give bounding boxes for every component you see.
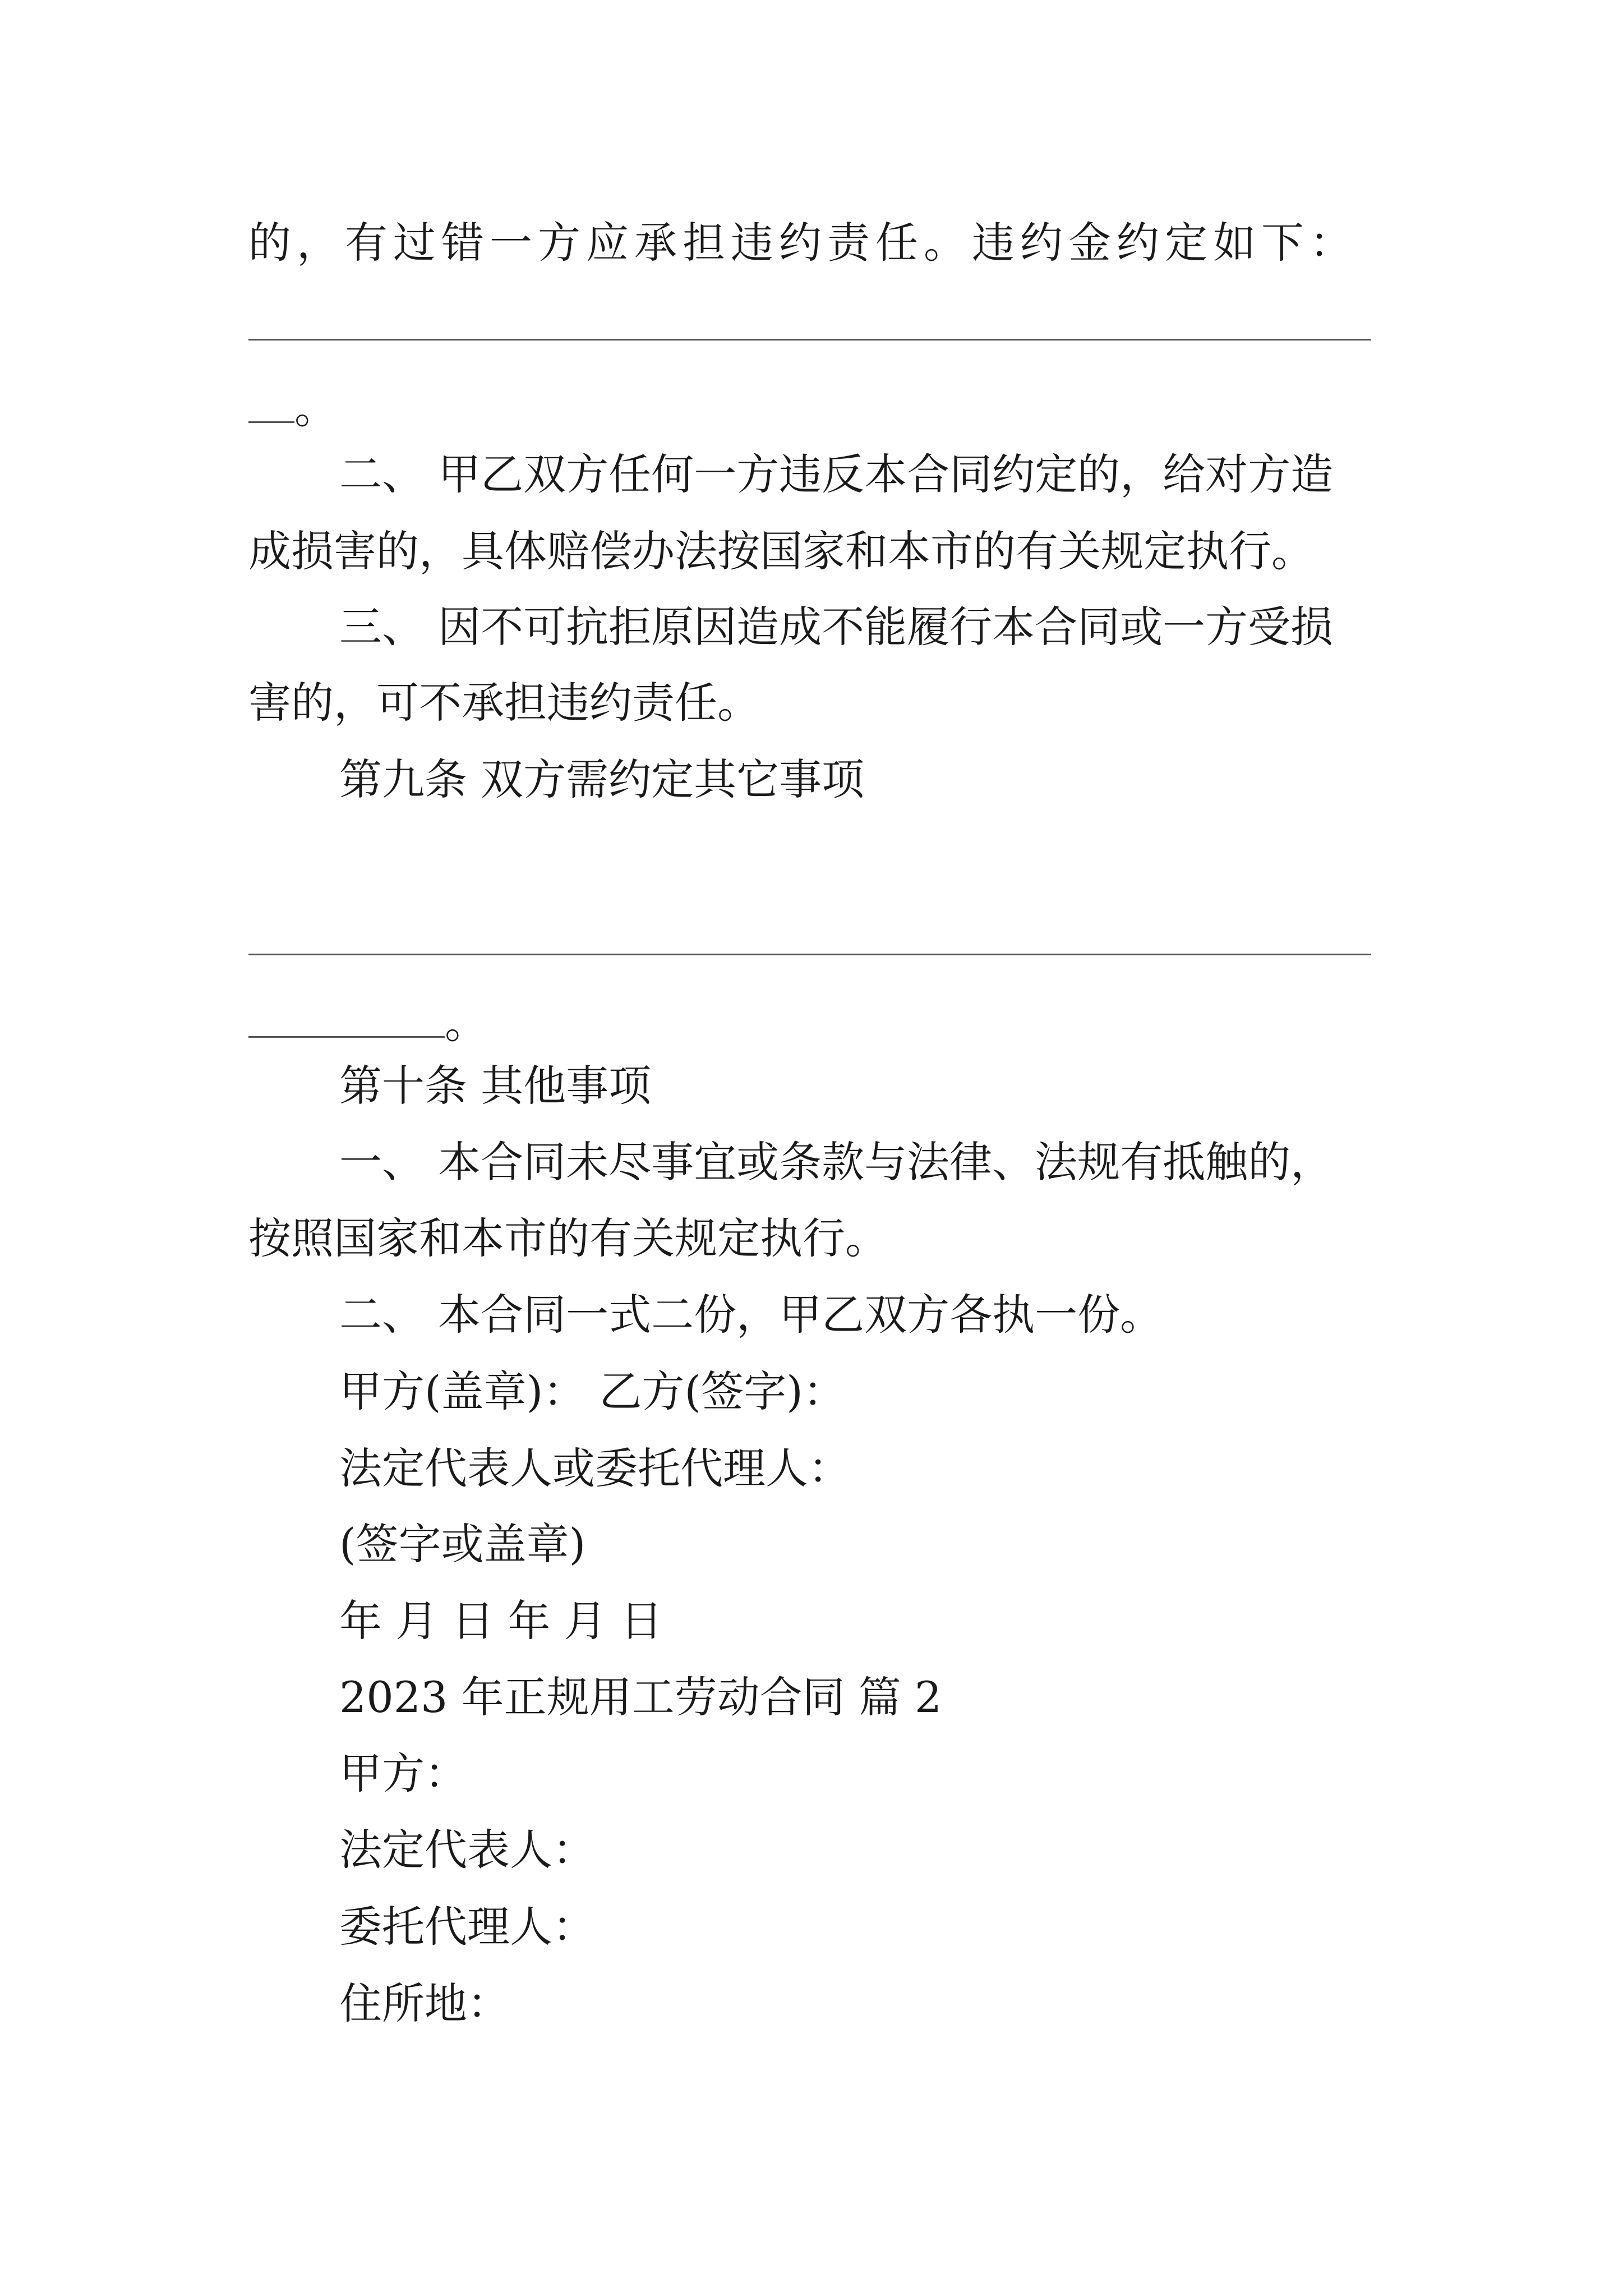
contract-title: 2023 年正规用工劳动合同 篇 2	[339, 1672, 942, 1722]
party-field: 委托代理人：	[339, 1902, 595, 1952]
party-field: 住所地：	[339, 1978, 510, 2028]
paragraph-line: 害的，可不承担违约责任。	[248, 678, 760, 728]
fill-in-blank-line	[248, 954, 1371, 955]
paragraph-line: 。	[445, 998, 487, 1048]
signature-line: (签字或盖章)	[339, 1519, 586, 1569]
section-heading: 第十条 其他事项	[339, 1061, 652, 1111]
section-heading: 第九条 双方需约定其它事项	[339, 754, 865, 804]
paragraph-line: 二、 本合同一式二份，甲乙双方各执一份。	[339, 1290, 1163, 1340]
fill-in-blank-end	[248, 383, 337, 433]
paragraph-line: 的，有过错一方应承担违约责任。违约金约定如下：	[248, 218, 1358, 268]
signature-line: 法定代表人或委托代理人：	[339, 1443, 851, 1493]
paragraph-line: 二、 甲乙双方任何一方违反本合同约定的，给对方造	[339, 449, 1334, 499]
party-field: 法定代表人：	[339, 1825, 595, 1875]
blank-underline	[248, 417, 294, 423]
party-field: 甲方：	[339, 1749, 467, 1798]
signature-line: 甲方(盖章)： 乙方(签字)：	[339, 1366, 846, 1416]
paragraph-line: 。	[294, 383, 337, 433]
paragraph-line: 成损害的，具体赔偿办法按国家和本市的有关规定执行。	[248, 526, 1314, 576]
blank-underline	[248, 1032, 445, 1038]
paragraph-line: 按照国家和本市的有关规定执行。	[248, 1213, 888, 1263]
fill-in-blank-line	[248, 339, 1371, 341]
paragraph-line: 三、 因不可抗拒原因造成不能履行本合同或一方受损	[339, 602, 1334, 652]
paragraph-line: 一、 本合同未尽事宜或条款与法律、法规有抵触的，	[339, 1137, 1334, 1187]
date-line: 年 月 日 年 月 日	[339, 1596, 663, 1646]
fill-in-blank-end	[248, 998, 487, 1048]
